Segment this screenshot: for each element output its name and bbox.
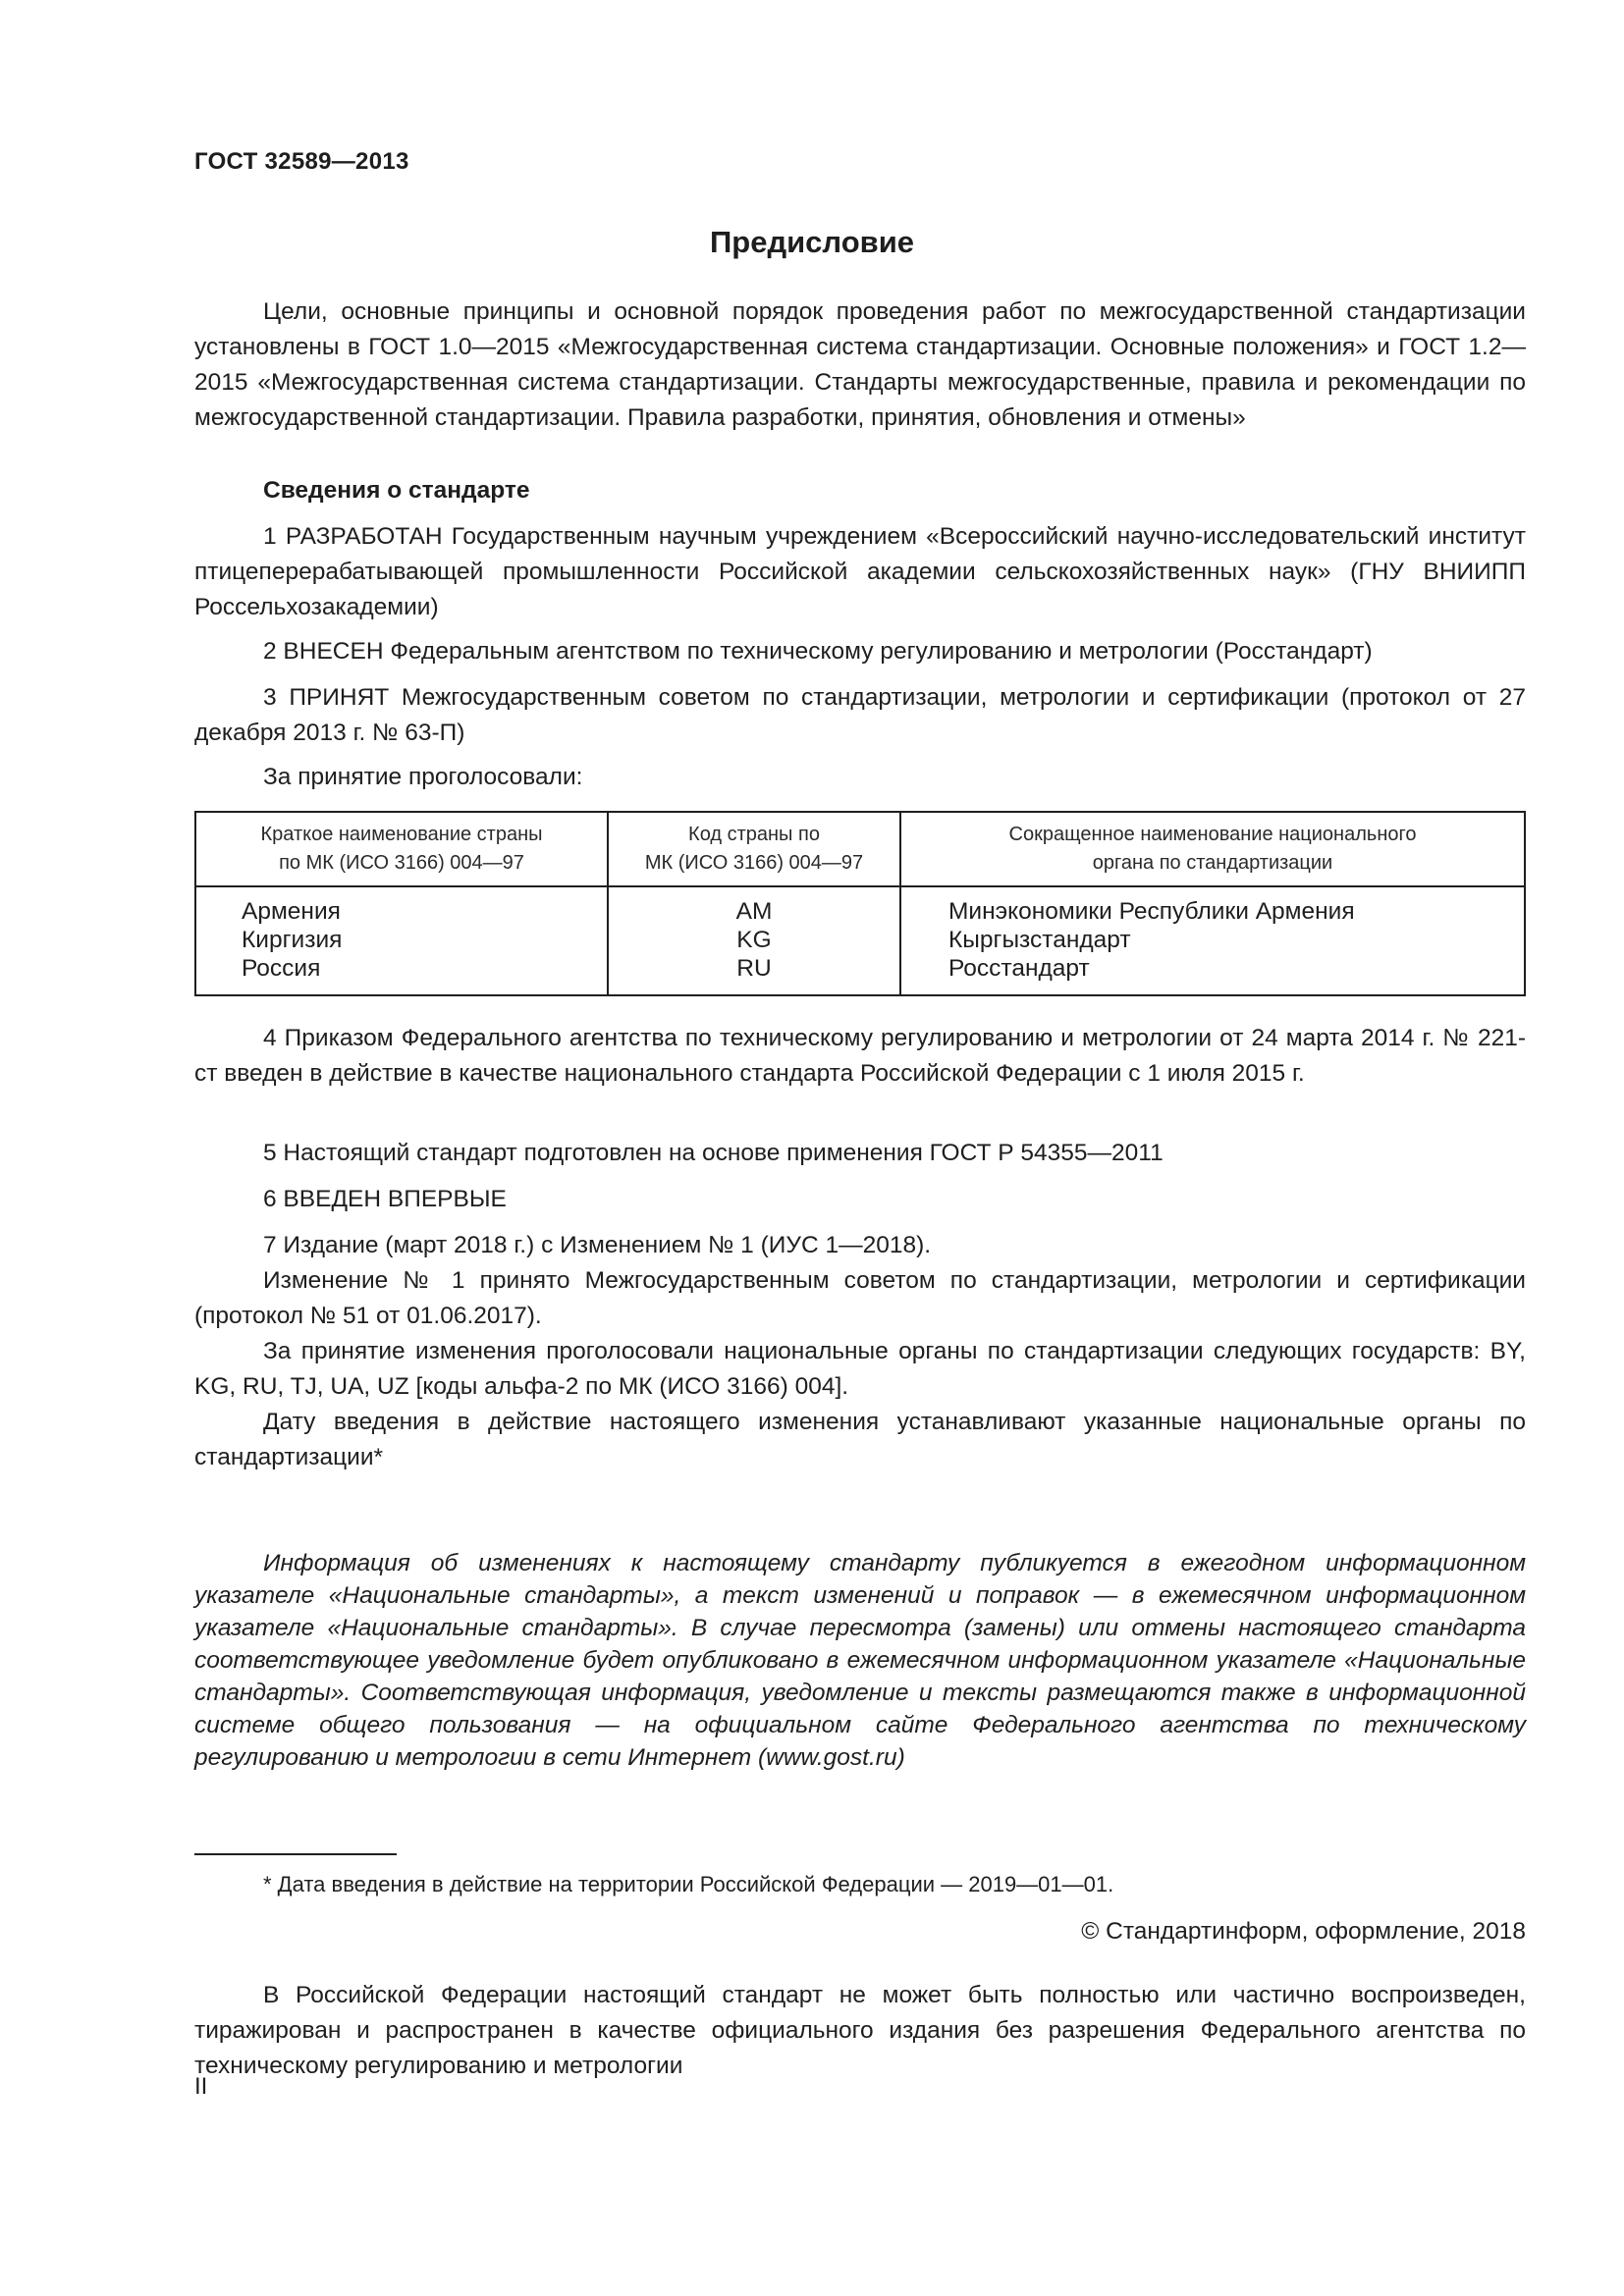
item-1-developed: 1 РАЗРАБОТАН Государственным научным учреждением «Всероссийский научно-исследовательский институт птицеперерабатывающей промышленности Российской академии сельскохозяйственных наук» (ГНУ ВНИИПП Россельхозакадемии): [194, 523, 1526, 620]
table-header-row: [195, 812, 1525, 886]
country-column: [195, 886, 608, 995]
voting-table: [194, 811, 1526, 996]
item-7-edition: 7 Издание (март 2018 г.) с Изменением № 1 (ИУС 1—2018).: [263, 1232, 932, 1258]
table-cell-body: Кыргызстандарт: [948, 927, 1131, 953]
table-cell-code: RU: [736, 955, 772, 982]
table-cell-code: AM: [735, 898, 773, 925]
table-cell-body: Росстандарт: [948, 955, 1090, 982]
table-cell-country: Киргизия: [242, 927, 343, 953]
item-3-adopted: 3 ПРИНЯТ Межгосударственным советом по стандартизации, метрологии и сертификации (протокол от 27 декабря 2013 г. № 63-П): [194, 684, 1526, 746]
item-2-submitted: 2 ВНЕСЕН Федеральным агентством по техническому регулированию и метрологии (Росстандарт): [263, 638, 1373, 665]
body-column: [900, 886, 1525, 995]
item-5-basis: 5 Настоящий стандарт подготовлен на основе применения ГОСТ Р 54355—2011: [263, 1140, 1164, 1166]
page-title: Предисловие: [709, 225, 914, 259]
item-7-voted: За принятие изменения проголосовали национальные органы по стандартизации следующих государств: BY, KG, RU, TJ, UA, UZ [коды альфа-2 по МК (ИСО 3166) 004].: [194, 1338, 1526, 1400]
legal-notice: В Российской Федерации настоящий стандарт не может быть полностью или частично воспроизведен, тиражирован и распространен в качестве официального издания без разрешения Федерального агентства по техническому регулированию и метрологии: [194, 1982, 1526, 2079]
copyright: © Стандартинформ, оформление, 2018: [1081, 1918, 1526, 1945]
table-cell-country: Армения: [242, 898, 341, 925]
table-body-row: [195, 886, 1525, 995]
table-cell-body: Минэкономики Республики Армения: [948, 898, 1355, 925]
header-country-code: Код страны по МК (ИСО 3166) 004—97: [608, 812, 900, 886]
footnote-divider: [194, 1853, 397, 1855]
code-column: [608, 886, 900, 995]
footnote: * Дата введения в действие на территории Российской Федерации — 2019—01—01.: [263, 1872, 1114, 1896]
item-4-order: 4 Приказом Федерального агентства по техническому регулированию и метрологии от 24 марта 2014 г. № 221-ст введен в действие в качестве национального стандарта Российской Федерации с 1 июля 2015 г.: [194, 1025, 1526, 1087]
item-6-introduced: 6 ВВЕДЕН ВПЕРВЫЕ: [263, 1186, 507, 1212]
item-7-date: Дату введения в действие настоящего изменения устанавливают указанные национальные органы по стандартизации*: [194, 1409, 1526, 1470]
item-7-change: Изменение № 1 принято Межгосударственным советом по стандартизации, метрологии и сертификации (протокол № 51 от 01.06.2017).: [194, 1267, 1526, 1329]
table-cell-country: Россия: [242, 955, 321, 982]
document-id-header: ГОСТ 32589—2013: [194, 148, 409, 175]
section-heading: Сведения о стандарте: [263, 477, 530, 504]
header-national-body: Сокращенное наименование национального органа по стандартизации: [900, 812, 1525, 886]
info-note: Информация об изменениях к настоящему стандарту публикуется в ежегодном информационном указателе «Национальные стандарты», а текст изменений и поправок — в ежемесячном информационном указателе «Национальные стандарты». В случае пересмотра (замены) или отмены настоящего стандарта соответствующее уведомление будет опубликовано в ежемесячном информационном указателе «Национальные стандарты». Соответствующая информация, уведомление и тексты размещаются также в информационной системе общего пользования — на официальном сайте Федерального агентства по техническому регулированию и метрологии в сети Интернет (www.gost.ru): [194, 1550, 1526, 1771]
page-number: II: [194, 2073, 208, 2100]
table-cell-code: KG: [736, 927, 772, 953]
intro-paragraph: Цели, основные принципы и основной порядок проведения работ по межгосударственной стандартизации установлены в ГОСТ 1.0—2015 «Межгосударственная система стандартизации. Основные положения» и ГОСТ 1.2—2015 «Межгосударственная система стандартизации. Стандарты межгосударственные, правила и рекомендации по межгосударственной стандартизации. Правила разработки, принятия, обновления и отмены»: [194, 298, 1526, 431]
voted-label: За принятие проголосовали:: [263, 764, 583, 790]
header-country-name: Краткое наименование страны по МК (ИСО 3166) 004—97: [195, 812, 608, 886]
